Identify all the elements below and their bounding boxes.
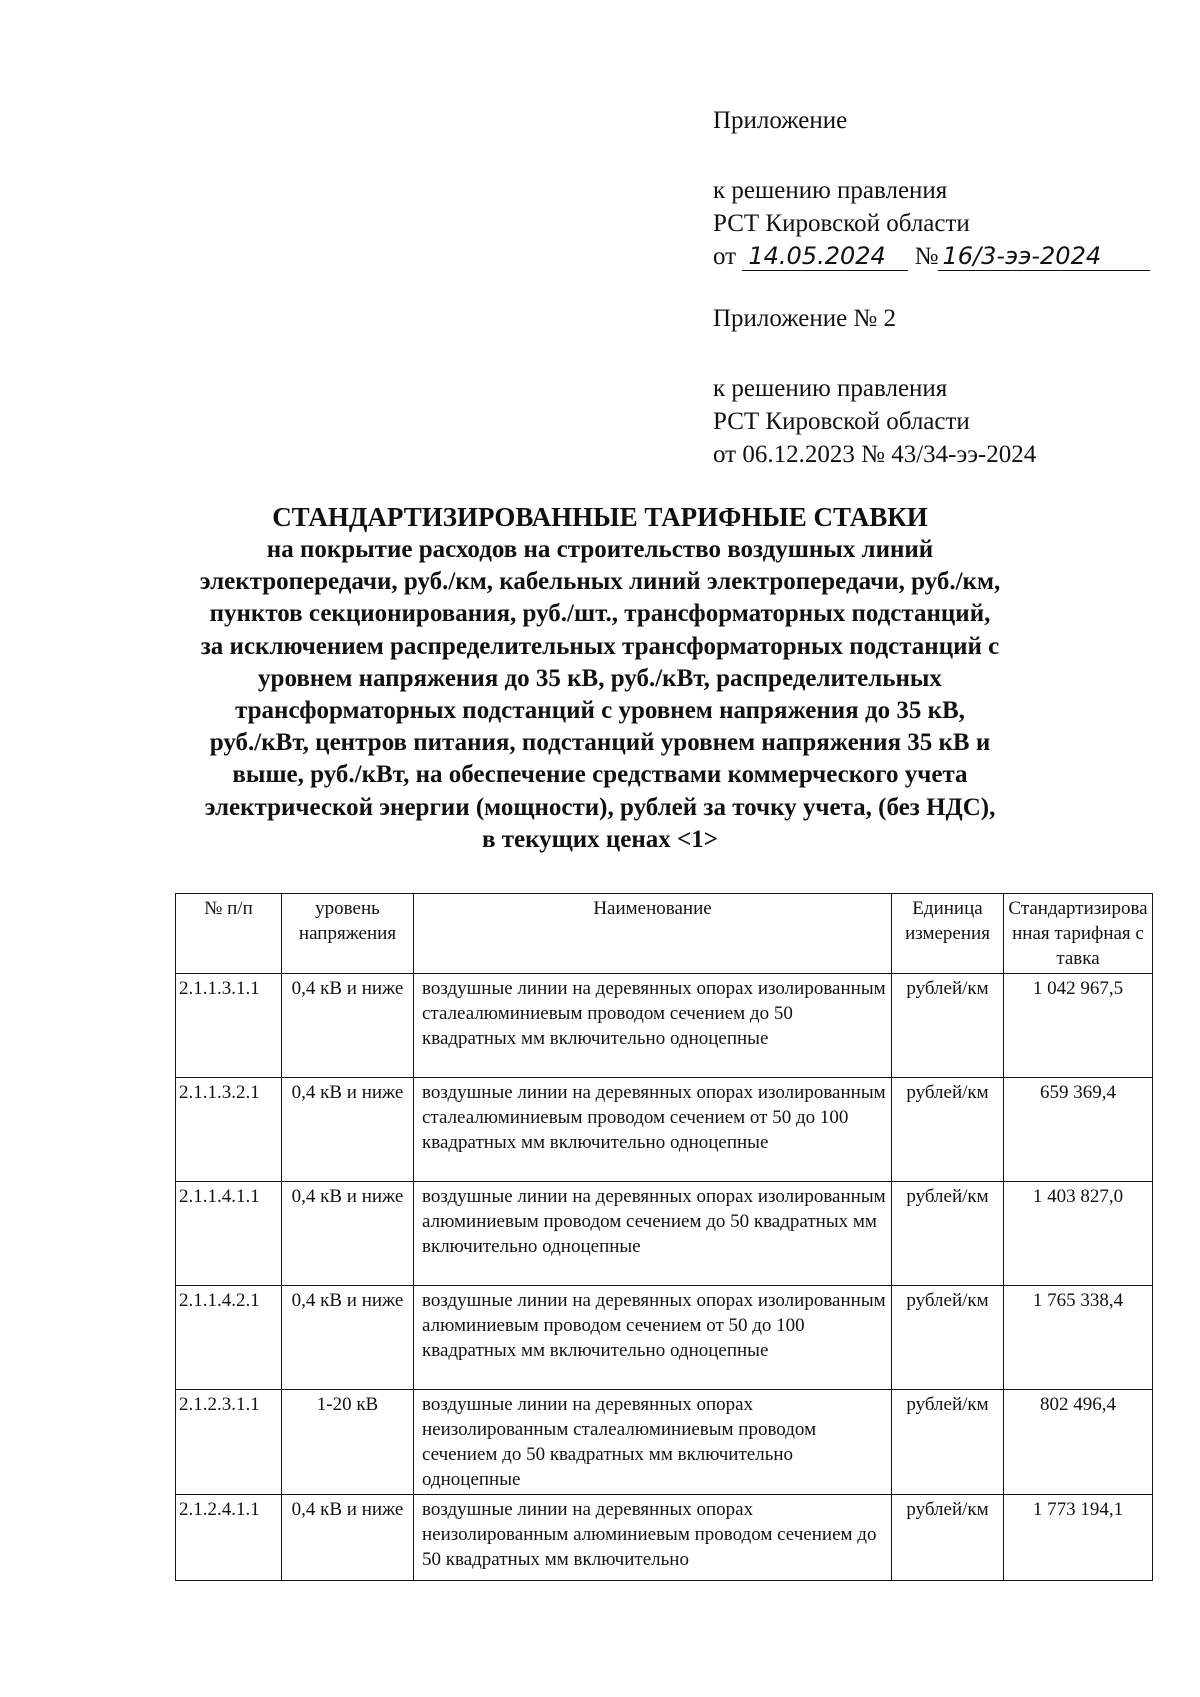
cell-unit: рублей/км bbox=[892, 1182, 1004, 1286]
title-line: электропередачи, руб./км, кабельных линий электропередачи, руб./км, bbox=[199, 568, 1001, 596]
decision-authority: РСТ Кировской области bbox=[713, 210, 970, 237]
title-line: электрической энергии (мощности), рублей за точку учета, (без НДС), bbox=[204, 793, 996, 821]
title-line: уровнем напряжения до 35 кВ, руб./кВт, распределительных bbox=[258, 664, 942, 692]
handwritten-number: 16/3-ээ-2024 bbox=[938, 242, 1150, 271]
title-line: трансформаторных подстанций с уровнем напряжения до 35 кВ, bbox=[235, 697, 965, 725]
cell-name: воздушные линии на деревянных опорах неизолированным сталеалюминиевым проводом сечением до 50 квадратных мм включительно одноцепные bbox=[414, 1390, 892, 1495]
header-num: № п/п bbox=[176, 894, 282, 974]
cell-num: 2.1.1.4.1.1 bbox=[176, 1182, 282, 1286]
cell-rate: 1 773 194,1 bbox=[1004, 1495, 1153, 1581]
cell-name: воздушные линии на деревянных опорах изолированным алюминиевым проводом сечением от 50 до 100 квадратных мм включительно одноцепные bbox=[414, 1286, 892, 1390]
cell-unit: рублей/км bbox=[892, 1286, 1004, 1390]
decision-reference bbox=[713, 174, 1150, 273]
table-row bbox=[176, 1078, 1153, 1182]
title-main: СТАНДАРТИЗИРОВАННЫЕ ТАРИФНЫЕ СТАВКИ bbox=[272, 502, 928, 532]
cell-unit: рублей/км bbox=[892, 974, 1004, 1078]
header-rate: Стандартизированная тарифная ставка bbox=[1004, 894, 1153, 974]
cell-voltage: 0,4 кВ и ниже bbox=[282, 1495, 414, 1581]
cell-num: 2.1.1.3.2.1 bbox=[176, 1078, 282, 1182]
cell-num: 2.1.1.3.1.1 bbox=[176, 974, 282, 1078]
table-row bbox=[176, 1495, 1153, 1581]
handwritten-date: 14.05.2024 bbox=[742, 242, 908, 271]
table-row bbox=[176, 974, 1153, 1078]
tariff-table bbox=[175, 893, 1153, 1581]
cell-num: 2.1.2.4.1.1 bbox=[176, 1495, 282, 1581]
cell-rate: 659 369,4 bbox=[1004, 1078, 1153, 1182]
decision-line: к решению правления bbox=[713, 177, 948, 204]
cell-num: 2.1.1.4.2.1 bbox=[176, 1286, 282, 1390]
title-line: выше, руб./кВт, на обеспечение средствами коммерческого учета bbox=[232, 761, 968, 789]
appendix-block bbox=[713, 104, 847, 137]
cell-voltage: 0,4 кВ и ниже bbox=[282, 1182, 414, 1286]
header-name: Наименование bbox=[414, 894, 892, 974]
table-row bbox=[176, 1182, 1153, 1286]
cell-name: воздушные линии на деревянных опорах неизолированным алюминиевым проводом сечением до 50 квадратных мм включительно bbox=[414, 1495, 892, 1581]
table-row bbox=[176, 1390, 1153, 1495]
cell-name: воздушные линии на деревянных опорах изолированным сталеалюминиевым проводом сечением от 50 до 100 квадратных мм включительно одноцепные bbox=[414, 1078, 892, 1182]
date-prefix: от bbox=[713, 243, 737, 270]
cell-num: 2.1.2.3.1.1 bbox=[176, 1390, 282, 1495]
cell-rate: 1 765 338,4 bbox=[1004, 1286, 1153, 1390]
decision-2-reference bbox=[713, 372, 1036, 471]
title-subtitle bbox=[150, 534, 1050, 856]
cell-name: воздушные линии на деревянных опорах изолированным алюминиевым проводом сечением до 50 квадратных мм включительно одноцепные bbox=[414, 1182, 892, 1286]
cell-unit: рублей/км bbox=[892, 1495, 1004, 1581]
cell-rate: 1 403 827,0 bbox=[1004, 1182, 1153, 1286]
cell-voltage: 0,4 кВ и ниже bbox=[282, 974, 414, 1078]
cell-rate: 802 496,4 bbox=[1004, 1390, 1153, 1495]
decision-date-line bbox=[713, 240, 1150, 273]
cell-voltage: 0,4 кВ и ниже bbox=[282, 1078, 414, 1182]
document-title bbox=[150, 500, 1050, 856]
title-line: пунктов секционирования, руб./шт., трансформаторных подстанций, bbox=[209, 600, 991, 628]
decision-2-authority: РСТ Кировской области bbox=[713, 408, 970, 435]
header-voltage: уровень напряжения bbox=[282, 894, 414, 974]
title-line: руб./кВт, центров питания, подстанций уровнем напряжения 35 кВ и bbox=[209, 729, 991, 757]
appendix-2-title: Приложение № 2 bbox=[713, 305, 897, 332]
cell-rate: 1 042 967,5 bbox=[1004, 974, 1153, 1078]
decision-2-line: к решению правления bbox=[713, 375, 948, 402]
table-header-row bbox=[176, 894, 1153, 974]
header-unit: Единица измерения bbox=[892, 894, 1004, 974]
table-row bbox=[176, 1286, 1153, 1390]
decision-2-date: от 06.12.2023 № 43/34-ээ-2024 bbox=[713, 441, 1037, 468]
title-line: за исключением распределительных трансформаторных подстанций с bbox=[200, 632, 1000, 660]
cell-voltage: 1-20 кВ bbox=[282, 1390, 414, 1495]
appendix-title: Приложение bbox=[713, 107, 848, 134]
cell-unit: рублей/км bbox=[892, 1078, 1004, 1182]
title-line: на покрытие расходов на строительство воздушных линий bbox=[266, 536, 934, 563]
cell-unit: рублей/км bbox=[892, 1390, 1004, 1495]
appendix-2-block bbox=[713, 302, 896, 335]
title-line: в текущих ценах <1> bbox=[481, 825, 719, 853]
number-prefix: № bbox=[914, 243, 939, 270]
cell-name: воздушные линии на деревянных опорах изолированным сталеалюминиевым проводом сечением до 50 квадратных мм включительно одноцепные bbox=[414, 974, 892, 1078]
cell-voltage: 0,4 кВ и ниже bbox=[282, 1286, 414, 1390]
